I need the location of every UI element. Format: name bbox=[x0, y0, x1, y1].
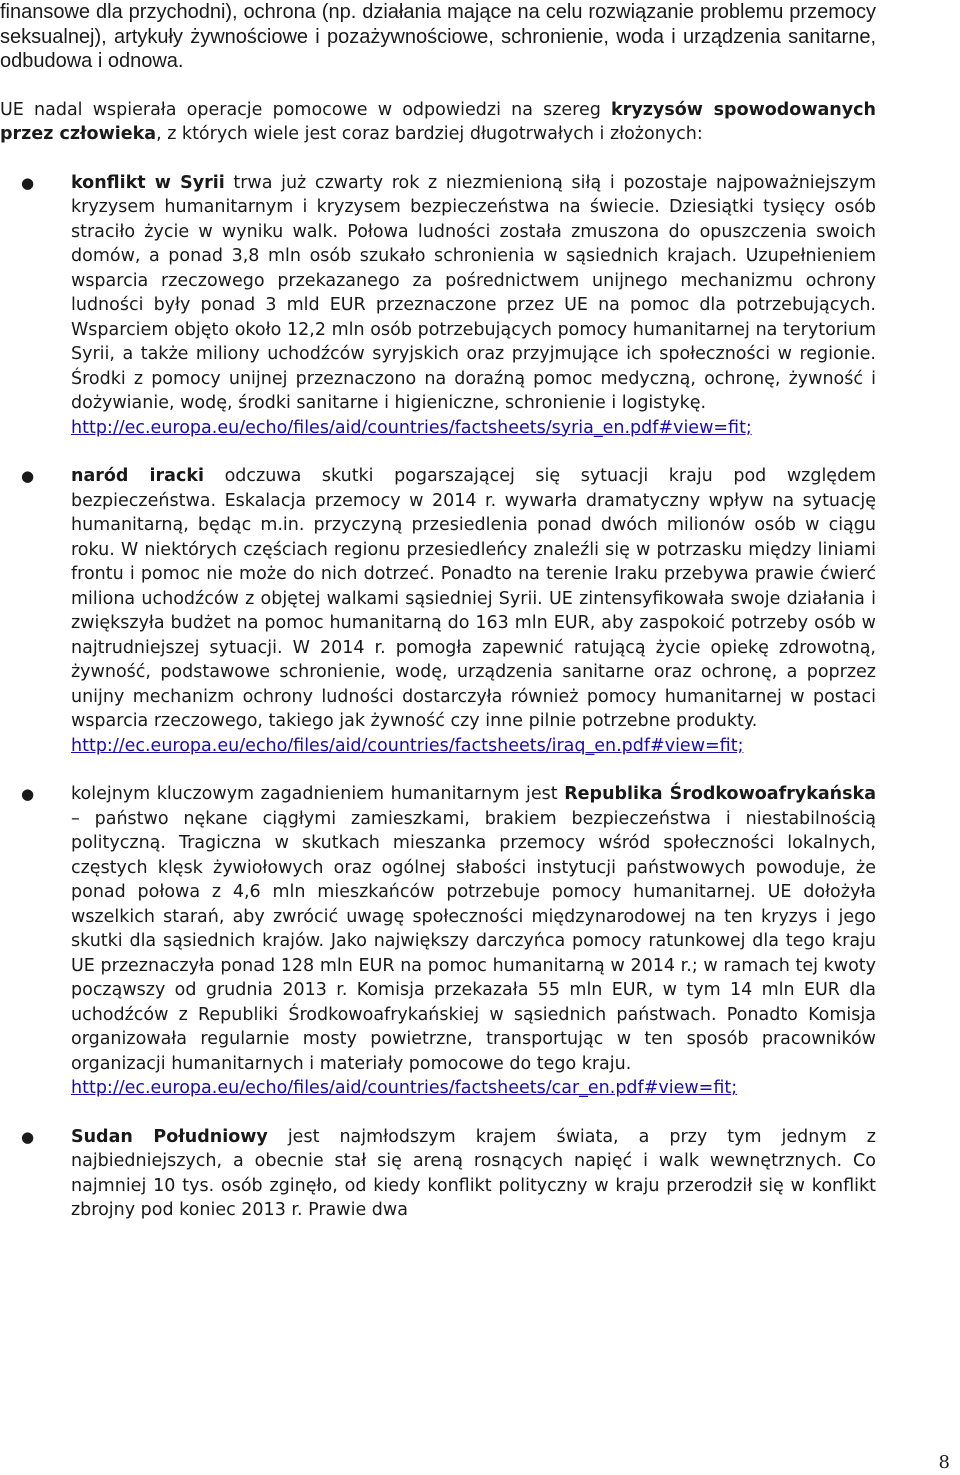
bullet-syria bbox=[0, 171, 876, 441]
car-factsheet-link[interactable]: http://ec.europa.eu/echo/files/aid/countries/factsheets/car_en.pdf#view=fit; bbox=[71, 1078, 738, 1098]
bullet-south-sudan-text: jest najmłodszym krajem świata, a przy tym jednym z najbiedniejszych, a obecnie stał się areną rosnących napięć i walk wewnętrznych. Co najmniej 10 tys. osób zginęło, od kiedy konflikt polityczny w kraju przerodził się w konflikt zbrojny pod koniec 2013 r. Prawie dwa bbox=[71, 1126, 876, 1220]
bullet-car-pre: kolejnym kluczowym zagadnieniem humanitarnym jest bbox=[71, 784, 565, 804]
bullet-south-sudan bbox=[0, 1125, 876, 1223]
page-number: 8 bbox=[938, 1452, 950, 1473]
bullet-syria-text: trwa już czwarty rok z niezmienioną siłą i pozostaje najpoważniejszym kryzysem humanitarnym i kryzysem bezpieczeństwa na świecie. Dziesiątki tysięcy osób straciło życie w wyniku walk. Połowa ludności została zmuszona do opuszczenia swoich domów, a ponad 3,8 mln osób szukało schronienia w sąsiednich krajach. Uzupełnieniem wsparcia rzeczowego przekazanego za pośrednictwem unijnego mechanizmu ochrony ludności były ponad 3 mld EUR przeznaczone przez UE na pomoc dla potrzebujących. Wsparciem objęto około 12,2 mln osób potrzebujących pomocy humanitarnej na terytorium Syrii, a także miliony uchodźców syryjskich oraz przyjmujące ich społeczności w regionie. Środki z pomocy unijnej przeznaczono na doraźną pomoc medyczną, ochronę, żywność i dożywianie, wodę, środki sanitarne i higieniczne, schronienie i logistykę. bbox=[71, 172, 876, 413]
bullet-dot-icon: ● bbox=[21, 1127, 35, 1146]
bullet-iraq-text: odczuwa skutki pogarszającej się sytuacji kraju pod względem bezpieczeństwa. Eskalacja przemocy w 2014 r. wywarła dramatyczny wpływ na sytuację humanitarną, będąc m.in. przyczyną przesiedlenia ponad dwóch milionów osób w ciągu roku. W niektórych częściach regionu przesiedleńcy znaleźli się w potrzasku między liniami frontu i pomoc nie może do nich dotrzeć. Ponadto na terenie Iraku przebywa prawie ćwierć miliona uchodźców z objętej walkami sąsiedniej Syrii. UE zintensyfikowała swoje działania i zwiększyła budżet na pomoc humanitarną do 163 mln EUR, aby zaspokoić potrzeby osób w najtrudniejszej sytuacji. W 2014 r. pomogła zapewnić ratującą życie opiekę zdrowotną, żywność, podstawowe schronienie, wodę, urządzenia sanitarne oraz ochronę, a poprzez unijny mechanizm ochrony ludności dostarczyła również pomocy humanitarnej w postaci wsparcia rzeczowego, takiego jak żywność czy inne pilnie potrzebne produkty. bbox=[71, 466, 876, 731]
bullet-dot-icon: ● bbox=[21, 785, 35, 803]
bullet-south-sudan-bold: Sudan Południowy bbox=[71, 1126, 268, 1147]
crises-intro-bold: kryzysów spowodowanych przez człowieka bbox=[0, 99, 877, 144]
bullet-dot-icon: ● bbox=[21, 467, 35, 485]
intro-paragraph bbox=[0, 0, 876, 74]
intro-text: finansowe dla przychodni), ochrona (np. działania mające na celu rozwiązanie problemu przemocy seksualnej), artykuły żywnościowe i pozażywnościowe, schronienie, woda i urządzenia sanitarne, odbudowa i odnowa. bbox=[0, 1, 876, 72]
crises-intro-tail: , z których wiele jest coraz bardziej długotrwałych i złożonych: bbox=[156, 124, 703, 144]
bullet-car-bold: Republika Środkowoafrykańska bbox=[564, 784, 876, 804]
bullet-car bbox=[0, 782, 876, 1101]
bullet-car-text: – państwo nękane ciągłymi zamieszkami, brakiem bezpieczeństwa i niestabilnością polityczną. Tragiczna w skutkach mieszanka przemocy wśród społeczności lokalnych, częstych klęsk żywiołowych oraz ogólnej słabości instytucji państwowych powoduje, że ponad połowa z 4,6 mln mieszkańców potrzebuje pomocy humanitarnej. UE dołożyła wszelkich starań, aby zwrócić uwagę społeczności międzynarodowej na ten kryzys i jego skutki dla sąsiednich krajów. Jako największy darczyńca pomocy ratunkowej dla tego kraju UE przeznaczyła ponad 128 mln EUR na pomoc humanitarną w 2014 r.; w ramach tej kwoty począwszy od grudnia 2013 r. Komisja przekazała 55 mln EUR, w tym 14 mln EUR dla uchodźców z Republiki Środkowoafrykańskiej w sąsiednich państwach. Ponadto Komisja organizowała regularnie mosty powietrzne, transportując w ten sposób pracowników organizacji humanitarnych i materiały pomocowe do tego kraju. bbox=[71, 808, 876, 1074]
bullet-iraq bbox=[0, 464, 876, 758]
bullet-iraq-bold: naród iracki bbox=[71, 466, 204, 486]
crises-intro-text: UE nadal wspierała operacje pomocowe w odpowiedzi na szereg bbox=[0, 99, 612, 120]
bullet-dot-icon: ● bbox=[21, 173, 35, 192]
bullet-syria-bold: konflikt w Syrii bbox=[71, 172, 225, 193]
crises-bullet-list bbox=[0, 171, 876, 1223]
iraq-factsheet-link[interactable]: http://ec.europa.eu/echo/files/aid/countries/factsheets/iraq_en.pdf#view=fit; bbox=[71, 735, 744, 756]
syria-factsheet-link[interactable]: http://ec.europa.eu/echo/files/aid/countries/factsheets/syria_en.pdf#view=fit; bbox=[71, 417, 752, 438]
crises-intro-paragraph bbox=[0, 98, 876, 147]
